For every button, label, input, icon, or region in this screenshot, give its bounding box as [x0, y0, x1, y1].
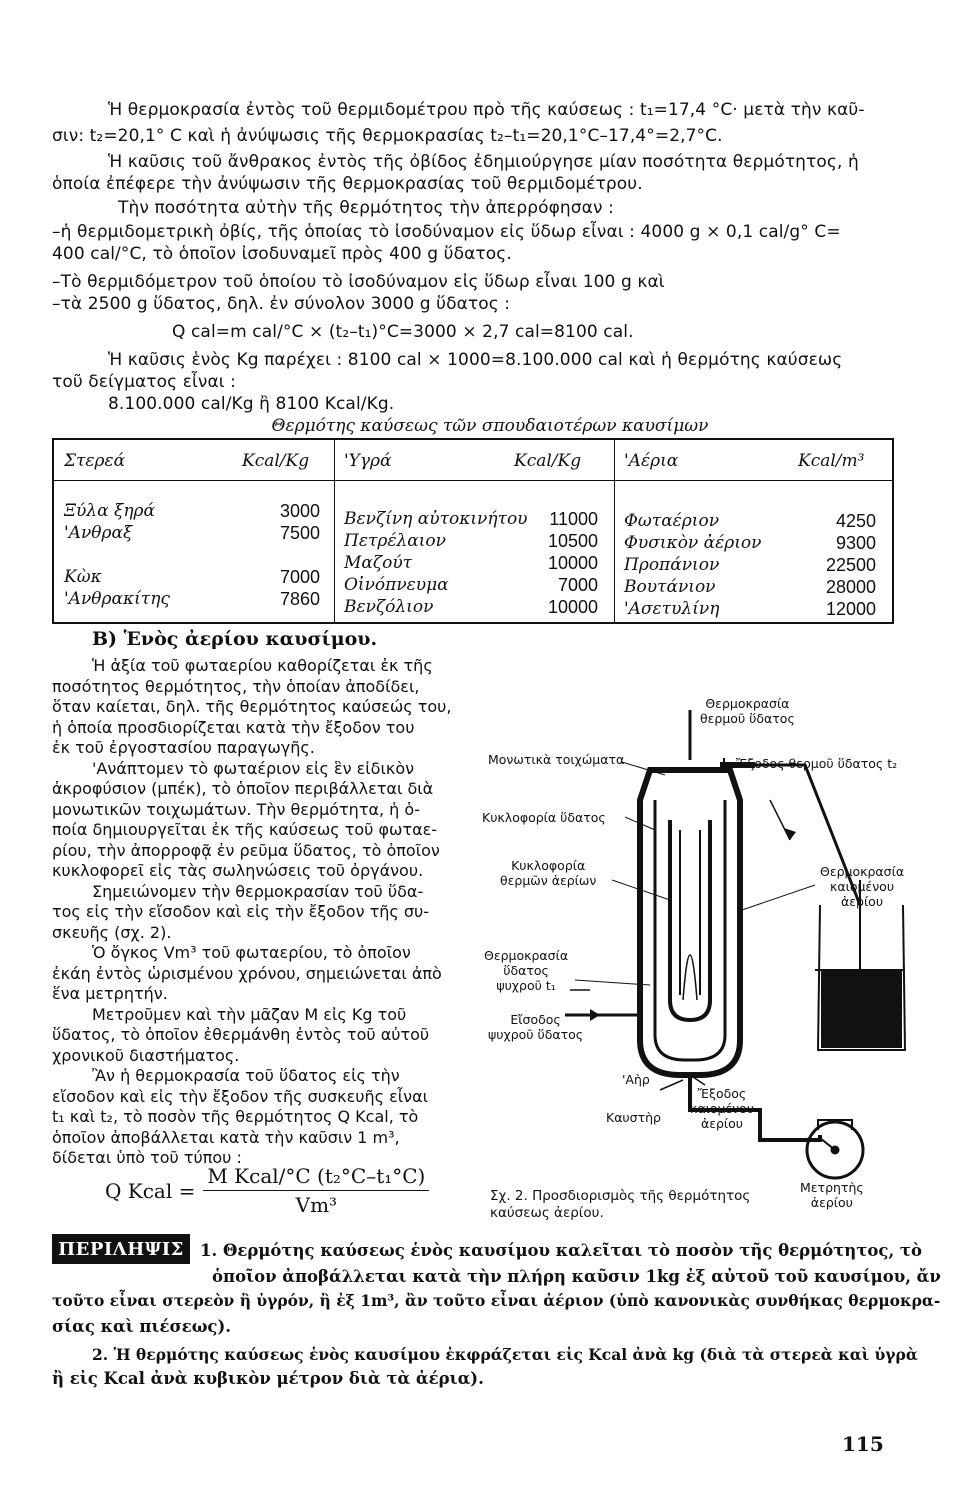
section-b-line: ὅταν καίεται, δηλ. τῆς θερμότητος καύσεώς του, — [52, 697, 452, 716]
label-insulating-walls: Μονωτικὰ τοιχώματα — [488, 752, 625, 767]
header-liquid-unit: Kcal/Kg — [514, 451, 582, 471]
label-hot-gas-circulation: Κυκλοφορία θερμῶν ἀερίων — [500, 858, 597, 888]
summary-p2-line1: 2. Ἡ θερμότης καύσεως ἑνὸς καυσίμου ἐκφράζεται εἰς Kcal ἀνὰ kg (διὰ τὰ στερεὰ καὶ ὑγρὰ — [92, 1345, 918, 1364]
intro-line-13: 8.100.000 cal/Kg ἢ 8100 Kcal/Kg. — [108, 394, 395, 414]
section-b-line: κυκλοφορεῖ εἰς τὰς σωληνώσεις τοῦ ὀργάνου. — [52, 861, 424, 880]
section-b-line: ἕνα μετρητήν. — [52, 984, 168, 1003]
liquid-fuel-values: 11000 10500 10000 7000 10000 — [547, 509, 598, 617]
intro-line-9: –τὰ 2500 g ὕδατος, δηλ. ἐν σύνολον 3000 g ὕδατος : — [52, 294, 511, 314]
header-gas-unit: Kcal/m³ — [798, 451, 865, 471]
summary-badge: ΠΕΡΙΛΗΨΙΣ — [52, 1234, 190, 1264]
header-gas: 'Αέρια — [624, 451, 679, 471]
formula-numerator: M Kcal/°C (t₂°C–t₁°C) — [203, 1164, 429, 1191]
section-b-line: σκευῆς (σχ. 2). — [52, 922, 172, 942]
liquid-fuel-names: Βενζίνη αὐτοκινήτου Πετρέλαιον Μαζούτ Οἰνόπνευμα Βενζόλιον — [344, 509, 528, 617]
intro-line-6: –ἡ θερμιδομετρικὴ ὀβίς, τῆς ὁποίας τὸ ἰσοδύναμον εἰς ὕδωρ εἶναι : 4000 g × 0,1 cal/g° C= — [52, 222, 841, 242]
label-water-circulation: Κυκλοφορία ὕδατος — [482, 810, 606, 825]
summary-p1-line1: 1. Θερμότης καύσεως ἑνὸς καυσίμου καλεῖται τὸ ποσὸν τῆς θερμότητος, τὸ — [200, 1241, 923, 1260]
section-b-line: ρίου, τὴν ἀπορροφᾷ ἐν ρεῦμα ὕδατος, τὸ ὁποῖον — [52, 840, 440, 860]
label-air: 'Αὴρ — [622, 1072, 650, 1087]
label-cold-water-temp: Θερμοκρασία ὕδατος ψυχροῦ t₁ — [484, 948, 569, 993]
label-hot-water-exit: Ἔξοδος θερμοῦ ὕδατος t₂ — [736, 756, 898, 771]
section-b-line: Ὁ ὄγκος Vm³ τοῦ φωταερίου, τὸ ὁποῖον — [92, 943, 411, 962]
solid-fuel-names: Ξύλα ξηρά 'Ανθραξ Κὼκ 'Ανθρακίτης — [64, 501, 170, 609]
gas-fuel-names: Φωταέριον Φυσικὸν ἀέριον Προπάνιον Βουτάνιον 'Ασετυλίνη — [624, 511, 762, 619]
page-number: 115 — [842, 1432, 884, 1456]
section-b-line: ἐκάη ἐντὸς ὡρισμένου χρόνου, σημειώνεται ἀπὸ — [52, 963, 442, 983]
section-b-title: B) Ἑνὸς ἀερίου καυσίμου. — [92, 628, 378, 650]
label-burning-gas-temp: Θερμοκρασία καιομένου ἀερίου — [820, 864, 905, 909]
formula-lhs: Q Kcal = — [105, 1178, 196, 1203]
label-gas-exit: Ἔξοδος καιομένου ἀερίου — [690, 1086, 755, 1131]
section-b-line: τος εἰς τὴν εἴσοδον καὶ εἰς τὴν ἔξοδον τῆς συ- — [52, 902, 430, 921]
summary-p1-line3: τοῦτο εἶναι στερεὸν ἢ ὑγρόν, ἢ ἐξ 1m³, ἂν τοῦτο εἶναι ἀέριον (ὑπὸ κανονικὰς συνθήκας θερμοκρα- — [52, 1291, 941, 1310]
summary-p2-line2: ἢ εἰς Kcal ἀνὰ κυβικὸν μέτρον διὰ τὰ ἀέρια). — [52, 1369, 484, 1388]
intro-formula: Q cal=m cal/°C × (t₂–t₁)°C=3000 × 2,7 cal=8100 cal. — [172, 322, 634, 342]
intro-line-8: –Τὸ θερμιδόμετρον τοῦ ὁποίου τὸ ἰσοδύναμον εἰς ὕδωρ εἶναι 100 g καὶ — [52, 272, 665, 292]
header-solid: Στερεά — [64, 451, 126, 471]
section-b-line: Σημειώνομεν τὴν θερμοκρασίαν τοῦ ὕδα- — [92, 881, 424, 901]
solid-fuel-values: 3000 7500 7000 7860 — [279, 501, 320, 609]
label-cold-water-inlet: Εἴσοδος ψυχροῦ ὕδατος — [488, 1012, 584, 1042]
intro-line-2: σιν: t₂=20,1° C καὶ ἡ ἀνύψωσις τῆς θερμοκρασίας t₂–t₁=20,1°C–17,4°=2,7°C. — [52, 126, 723, 146]
intro-line-3: Ἡ καῦσις τοῦ ἄνθρακος ἐντὸς τῆς ὀβίδος ἐδημιούργησε μίαν ποσότητα θερμότητος, ἡ — [108, 152, 859, 172]
section-b-line: t₁ καὶ t₂, τὸ ποσὸν τῆς θερμότητος Q Kcal, τὸ — [52, 1107, 419, 1126]
section-b-line: ποία δημιουργεῖται ἐκ τῆς καύσεως τοῦ φωταε- — [52, 820, 438, 839]
section-b-line: χρονικοῦ διαστήματος. — [52, 1045, 240, 1065]
section-b-line: Μετροῦμεν καὶ τὴν μᾶζαν M εἰς Kg τοῦ — [92, 1004, 407, 1024]
section-b-line: Ἡ ἀξία τοῦ φωταερίου καθορίζεται ἐκ τῆς — [92, 656, 433, 675]
gas-fuel-values: 4250 9300 22500 28000 12000 — [825, 511, 876, 619]
intro-line-12: τοῦ δείγματος εἶναι : — [52, 372, 236, 392]
table-caption: Θερμότης καύσεως τῶν σπουδαιοτέρων καυσίμων — [271, 416, 709, 436]
formula-denominator: Vm³ — [295, 1193, 338, 1217]
summary-p1-line4: σίας καὶ πιέσεως). — [52, 1317, 232, 1336]
label-thermo-out: Θερμοκρασία θερμοῦ ὕδατος — [700, 696, 795, 726]
section-b-line: ὁποῖον ἀποβάλλεται κατὰ τὴν καῦσιν 1 m³, — [52, 1127, 400, 1147]
section-b-line: εἴσοδον καὶ εἰς τὴν ἔξοδον τῆς συσκευῆς εἶναι — [52, 1086, 429, 1106]
section-b-line: Ἂν ἡ θερμοκρασία τοῦ ὕδατος εἰς τὴν — [92, 1066, 400, 1085]
section-b-line: δίδεται ὑπὸ τοῦ τύπου : — [52, 1148, 242, 1167]
intro-line-7: 400 cal/°C, τὸ ὁποῖον ἰσοδυναμεῖ πρὸς 400 g ὕδατος. — [52, 244, 512, 264]
intro-line-4: ὁποία ἐπέφερε τὴν ἀνύψωσιν τῆς θερμοκρασίας τοῦ θερμιδομέτρου. — [52, 174, 643, 194]
section-b-line: ὕδατος, τὸ ὁποῖον ἐθερμάνθη ἐντὸς τοῦ αὐτοῦ — [52, 1025, 430, 1044]
summary-p1-line2: ὁποῖον ἀποβάλλεται κατὰ τὴν πλήρη καῦσιν 1kg ἐξ αὐτοῦ τοῦ καυσίμου, ἄν — [212, 1267, 941, 1286]
intro-line-5: Τὴν ποσότητα αὐτὴν τῆς θερμότητος τὴν ἀπερρόφησαν : — [118, 198, 614, 218]
section-b-line: ἡ ὁποία προσδιορίζεται κατὰ τὴν ἔξοδον του — [52, 717, 415, 737]
section-b-line: ποσότητος θερμότητος, τὴν ὁποίαν ἀποδίδει, — [52, 676, 420, 696]
header-solid-unit: Kcal/Kg — [242, 451, 310, 471]
label-gas-meter: Μετρητὴς ἀερίου — [800, 1180, 864, 1210]
label-burner: Καυστὴρ — [606, 1110, 661, 1125]
section-b-line: 'Ανάπτομεν τὸ φωταέριον εἰς ἓν εἰδικὸν — [92, 758, 415, 778]
intro-line-11: Ἡ καῦσις ἑνὸς Kg παρέχει : 8100 cal × 1000=8.100.000 cal καὶ ἡ θερμότης καύσεως — [108, 350, 843, 370]
header-liquid: 'Υγρά — [344, 451, 392, 471]
figure-caption: Σχ. 2. Προσδιορισμὸς τῆς θερμότητος καύσεως ἀερίου. — [490, 1188, 751, 1221]
section-b-line: ἀκροφύσιον (μπέκ), τὸ ὁποῖον περιβάλλεται διὰ — [52, 779, 434, 798]
intro-line-1: Ἡ θερμοκρασία ἐντὸς τοῦ θερμιδομέτρου πρὸ τῆς καύσεως : t₁=17,4 °C· μετὰ τὴν καῦ- — [108, 100, 865, 120]
section-b-line: μονωτικῶν τοιχωμάτων. Τὴν θερμότητα, ἡ ὁ- — [52, 799, 420, 819]
section-b-line: ἐκ τοῦ ἐργοστασίου παραγωγῆς. — [52, 738, 315, 757]
